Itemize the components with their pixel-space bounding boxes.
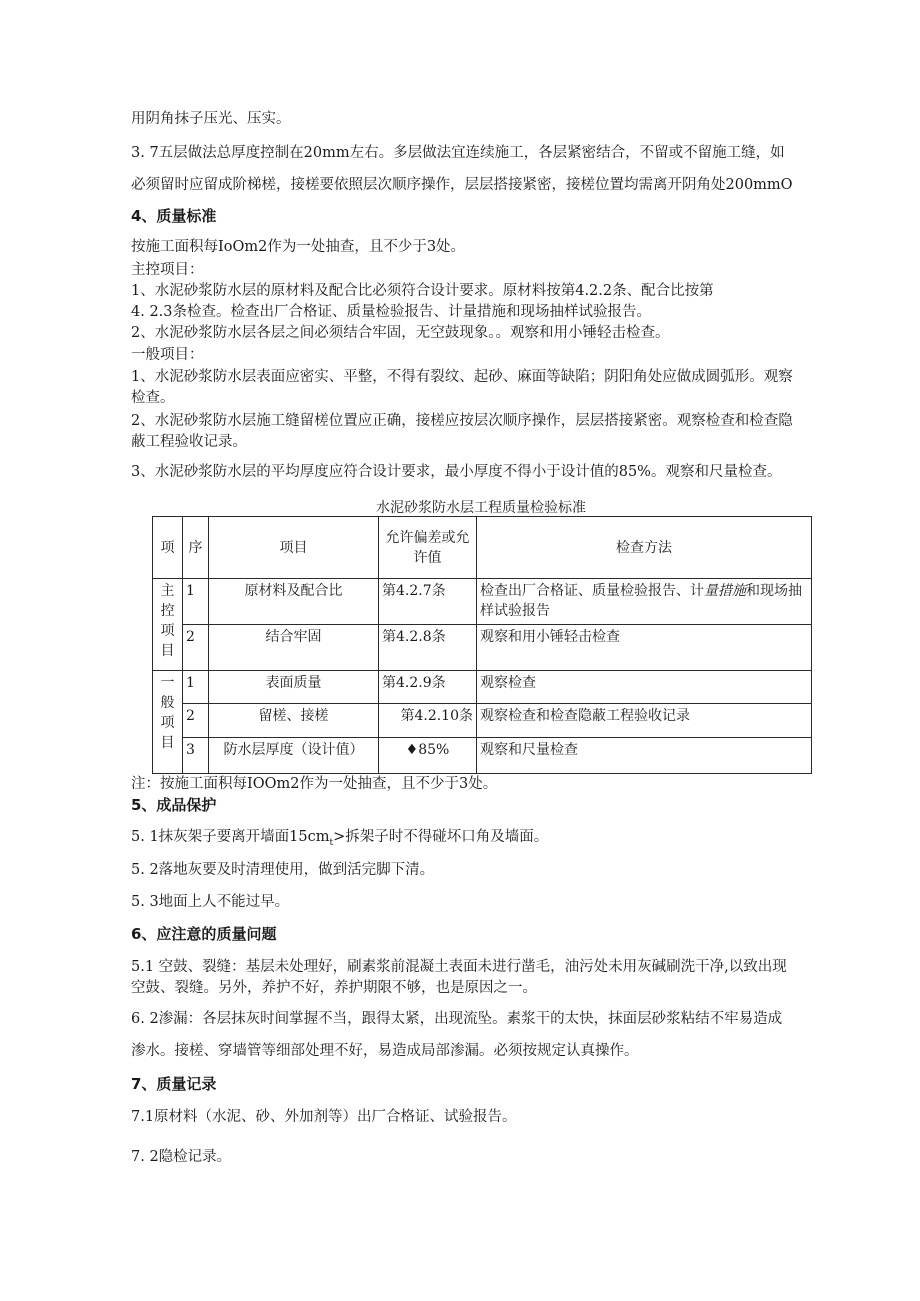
row-item: 留槎、接槎: [209, 704, 379, 738]
text-line: 空鼓、裂缝。另外，养护不好，养护期限不够，也是原因之一。: [131, 980, 537, 996]
row-value: ♦85%: [379, 738, 477, 774]
text-line: 5. 2落地灰要及时清理使用，做到活完脚下清。: [131, 862, 435, 878]
text-line: 主控项目：: [131, 262, 204, 278]
row-number: 1: [183, 579, 209, 625]
text-line: 检查。: [131, 390, 175, 406]
row-method: 观察和尺量检查: [477, 738, 812, 774]
header-cell: 项: [153, 517, 183, 579]
row-item: 原材料及配合比: [209, 579, 379, 625]
quality-standard-table: [152, 516, 812, 774]
text-line: 6. 2渗漏：各层抹灰时间掌握不当，跟得太紧，出现流坠。素浆干的太快，抹面层砂浆粘结不牢易造成: [131, 1011, 783, 1027]
row-number: 3: [183, 738, 209, 774]
section-heading: 4、质量标准: [131, 207, 217, 225]
text-line: 5. 1抹灰架子要离开墙面$15cm_t>$拆架子时不得碰坏口角及墙面。: [131, 829, 549, 848]
header-cell: 允许偏差或允许值: [379, 517, 477, 579]
text-line: 一般项目：: [131, 347, 204, 363]
row-number: 2: [183, 625, 209, 671]
table-caption: 水泥砂浆防水层工程质量检验标准: [376, 500, 586, 516]
text-line: 蔽工程验收记录。: [131, 434, 247, 450]
group-label-main-control: 主 控 项 目: [153, 579, 183, 671]
section-heading: 7、质量记录: [131, 1075, 217, 1093]
text-line: 4. 2.3条检查。检查出厂合格证、质量检验报告、计量措施和现场抽样试验报告。: [131, 304, 652, 320]
text-line: 2、水泥砂浆防水层各层之间必须结合牢固，无空鼓现象。。观察和用小锤轻击检查。: [131, 325, 670, 341]
header-cell: 检查方法: [477, 517, 812, 579]
table-row: [153, 738, 812, 774]
row-item: 表面质量: [209, 671, 379, 704]
text-line: 用阴角抹子压光、压实。: [131, 111, 291, 127]
section-heading: 5、成品保护: [131, 796, 217, 814]
row-value: 第4.2.7条: [379, 579, 477, 625]
row-method: 检查出厂合格证、质量检验报告、计量措施和现场抽样试验报告: [477, 579, 812, 625]
header-cell: 项目: [209, 517, 379, 579]
text-line: 7.1原材料（水泥、砂、外加剂等）出厂合格证、试验报告。: [131, 1109, 517, 1125]
table-row: [153, 671, 812, 704]
row-value: 第4.2.10条: [379, 704, 477, 738]
table-row: [153, 704, 812, 738]
table-row: [153, 579, 812, 625]
text-line: 1、水泥砂浆防水层的原材料及配合比必须符合设计要求。原材料按第4.2.2条、配合比按第: [131, 283, 714, 299]
text-line: 必须留时应留成阶梯槎，接槎要依照层次顺序操作，层层搭接紧密，接槎位置均需离开阴角处200mmO: [131, 177, 793, 193]
text-line: 渗水。接槎、穿墙管等细部处理不好，易造成局部渗漏。必须按规定认真操作。: [131, 1043, 639, 1059]
row-method: 观察检查和检查隐蔽工程验收记录: [477, 704, 812, 738]
text-line: 3、水泥砂浆防水层的平均厚度应符合设计要求，最小厚度不得小于设计值的85%。观察和尺量检查。: [131, 464, 782, 480]
text-line: 3. 7五层做法总厚度控制在20mm左右。多层做法宜连续施工，各层紧密结合，不留或不留施工缝，如: [131, 145, 785, 161]
text-line: 按施工面积每IoOm2作为一处抽查，且不少于3处。: [131, 239, 466, 255]
row-value: 第4.2.9条: [379, 671, 477, 704]
header-cell: 序: [183, 517, 209, 579]
text-line: 5.1 空鼓、裂缝：基层未处理好，刷素浆前混凝土表面未进行凿毛，油污处未用灰碱刷洗干净,以致出现: [131, 959, 787, 975]
text-line: 5. 3地面上人不能过早。: [131, 894, 290, 910]
row-number: 1: [183, 671, 209, 704]
text-line: 7. 2隐检记录。: [131, 1149, 232, 1165]
row-method: 观察检查: [477, 671, 812, 704]
table-row: [153, 625, 812, 671]
row-value: 第4.2.8条: [379, 625, 477, 671]
text-line: 1、水泥砂浆防水层表面应密实、平整，不得有裂纹、起砂、麻面等缺陷；阴阳角处应做成圆弧形。观察: [131, 369, 793, 385]
row-item: 防水层厚度（设计值）: [209, 738, 379, 774]
row-number: 2: [183, 704, 209, 738]
row-method: 观察和用小锤轻击检查: [477, 625, 812, 671]
table-note: 注：按施工面积每IOOm2作为一处抽查，且不少于3处。: [131, 776, 498, 792]
row-item: 结合牢固: [209, 625, 379, 671]
group-label-general: 一 般 项 目: [153, 671, 183, 774]
table-header-row: [153, 517, 812, 579]
text-line: 2、水泥砂浆防水层施工缝留槎位置应正确，接槎应按层次顺序操作，层层搭接紧密。观察检查和检查隐: [131, 413, 793, 429]
section-heading: 6、应注意的质量问题: [131, 925, 277, 943]
